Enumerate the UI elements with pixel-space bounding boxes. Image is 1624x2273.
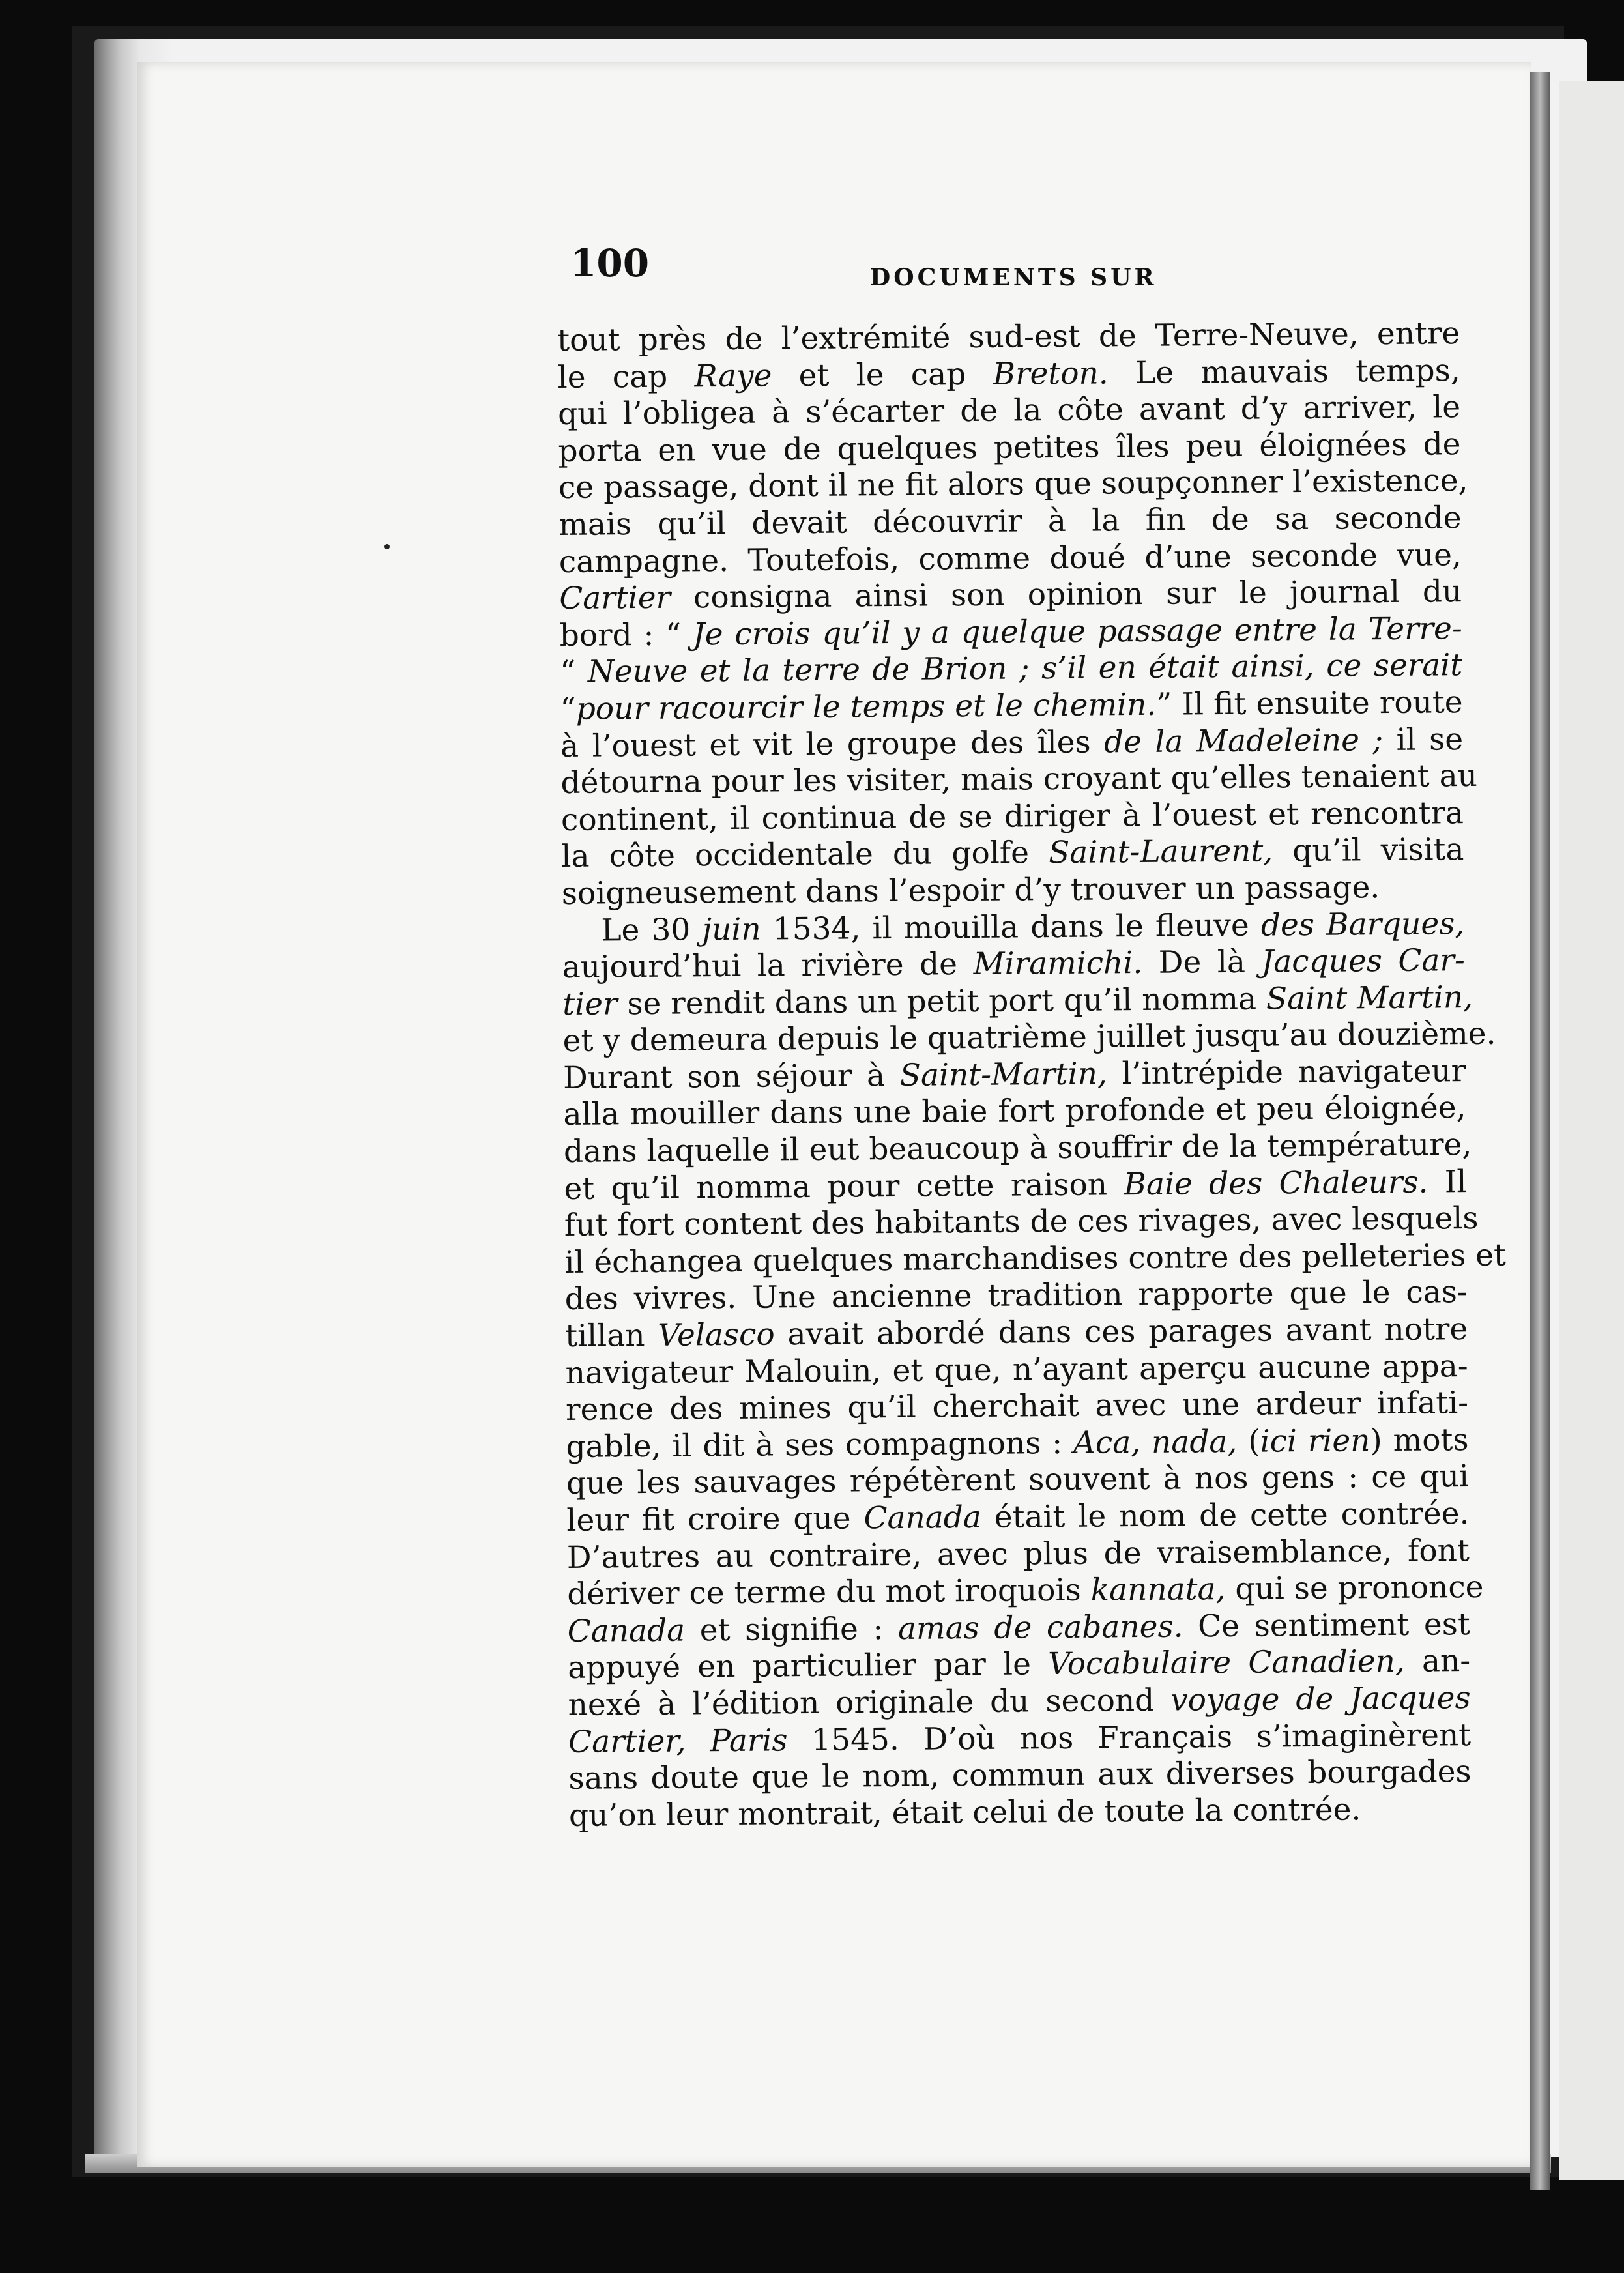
text-run: fut fort content des habitants de ces rivages, avec lesquels [564,1200,1479,1244]
italic-text: Baie des Chaleurs. [1124,1164,1428,1202]
text-run: détourna pour les visiter, mais croyant qu’elles tenaient au [560,758,1478,802]
text-run: “ [560,691,576,727]
text-run: rence des mines qu’il cherchait avec une ardeur infati- [565,1385,1469,1428]
italic-text: ici rien [1260,1423,1370,1460]
text-run: Il [1428,1163,1467,1200]
italic-text: Breton. [993,355,1109,392]
text-run: 1545. D’où nos Français s’imaginèrent [787,1716,1472,1758]
text-run: et qu’il nomma pour cette raison [564,1166,1124,1207]
italic-text: Raye [694,358,772,394]
text-run: et le cap [772,356,993,394]
text-run: Le 30 [601,911,703,948]
italic-text: Saint-Martin, [899,1056,1107,1093]
text-run: nexé à l’édition originale du second [568,1682,1171,1723]
italic-text: Velasco [658,1316,775,1354]
text-run: et y demeura depuis le quatrième juillet jusqu’au douzième. [562,1016,1496,1060]
text-run: sans doute que le nom, commun aux diverses bourgades [568,1754,1472,1797]
italic-text: Canada [567,1612,686,1649]
text-run: que les sauvages répétèrent souvent à nos gens : ce qui [566,1458,1470,1502]
text-run: ) mots [1370,1421,1469,1459]
text-run: était le nom de cette contrée. [981,1496,1470,1535]
text-run: qu’on leur montrait, était celui de toute la contrée. [568,1791,1361,1834]
text-run: à l’ouest et vit le groupe des îles [560,723,1105,764]
italic-text: de la Madeleine ; [1103,721,1384,760]
text-run: dans laquelle il eut beaucoup à souffrir de la température, [563,1127,1472,1170]
text-run: campagne. Toutefois, comme doué d’une seconde vue, [558,536,1462,580]
text-run: et signifie : [684,1610,899,1649]
text-run: an- [1404,1643,1471,1680]
text-run: gable, il dit à ses compagnons : [566,1425,1074,1465]
italic-text: Miramichi. [973,945,1143,983]
italic-text: pour racourcir le temps et le chemin. [575,686,1157,727]
italic-text: Saint-Laurent, [1048,833,1273,871]
text-run: qui l’obligea à s’écarter de la côte avant d’y arriver, le [557,389,1461,433]
text-run: bord : “ [559,616,693,654]
italic-text: kannata, [1090,1571,1226,1608]
text-run: qu’il visita [1273,832,1464,869]
text-run: Le mauvais temps, [1108,352,1460,391]
text-run: alla mouiller dans une baie fort profonde et peu éloignée, [563,1090,1466,1133]
book-gutter [1530,72,1550,2190]
running-title: DOCUMENTS SUR [870,264,1157,291]
italic-text: amas de cabanes. [897,1608,1183,1647]
italic-text: voyage de Jacques [1170,1680,1471,1718]
running-head [570,241,1470,300]
text-run: appuyé en particulier par le [568,1646,1049,1687]
text-run: le cap [557,358,695,396]
text-run: il échangea quelques marchandises contre des pelleteries et [564,1237,1507,1281]
text-run: Ce sentiment est [1183,1606,1470,1645]
text-run: De là [1142,944,1262,981]
facing-page-edge [1559,81,1624,2180]
text-run: porta en vue de quelques petites îles peu éloignées de [558,426,1461,469]
italic-text: Vocabulaire Canadien, [1047,1643,1405,1683]
text-run: la côte occidentale du golfe [561,835,1049,875]
text-run: ce passage, dont il ne fit alors que soupçonner l’existence, [558,463,1468,506]
italic-text: Saint Martin, [1266,979,1473,1017]
text-run: avait abordé dans ces parages avant notre [774,1311,1468,1353]
text-run: aujourd’hui la rivière de [562,946,974,986]
ink-speck [384,544,390,549]
italic-text: Jacques Car- [1261,942,1465,980]
text-run: navigateur Malouin, et que, n’ayant aperçu aucune appa- [565,1348,1468,1391]
text-run: soigneusement dans l’espoir d’y trouver un passage. [561,869,1380,912]
italic-text: Cartier, Paris [568,1722,788,1760]
text-run: leur fit croire que [566,1500,864,1539]
text-run: ” Il fit ensuite route [1156,684,1463,723]
text-run: consigna ainsi son opinion sur le journal du [670,573,1462,616]
page-number: 100 [570,241,650,285]
italic-text: tier [562,985,618,1022]
italic-text: Aca, nada, [1073,1423,1238,1461]
text-run: tout près de l’extrémité sud-est de Terre-Neuve, entre [557,315,1460,358]
italic-text: des Barques, [1260,905,1465,944]
text-run: “ [560,654,588,691]
text-run: continent, il continua de se diriger à l’ouest et rencontra [560,794,1464,838]
text-run: dériver ce terme du mot iroquois [567,1572,1091,1613]
text-run: qui se prononce [1225,1569,1484,1608]
italic-text: juin [702,911,761,948]
italic-text: Neuve et la terre de Brion ; s’il en était ainsi, ce serait [587,647,1463,690]
text-run: 1534, il mouilla dans le fleuve [761,907,1262,948]
italic-text: Canada [863,1499,982,1537]
text-line [569,1791,1472,1834]
text-run: se rendit dans un petit port qu’il nomma [617,981,1267,1022]
text-run: l’intrépide navigateur [1107,1052,1466,1092]
text-run: Durant son séjour à [562,1057,900,1096]
body-text [557,315,1507,1834]
italic-text: Cartier [559,579,671,617]
text-run: tillan [565,1317,658,1354]
italic-text: Je crois qu’il y a quelque passage entre la Terre- [692,610,1462,653]
text-run: ( [1237,1423,1260,1460]
text-run: mais qu’il devait découvrir à la fin de sa seconde [558,500,1462,543]
text-run: D’autres au contraire, avec plus de vraisemblance, font [566,1532,1470,1576]
text-run: des vivres. Une ancienne tradition rapporte que le cas- [564,1274,1468,1318]
text-run: il se [1382,721,1464,758]
